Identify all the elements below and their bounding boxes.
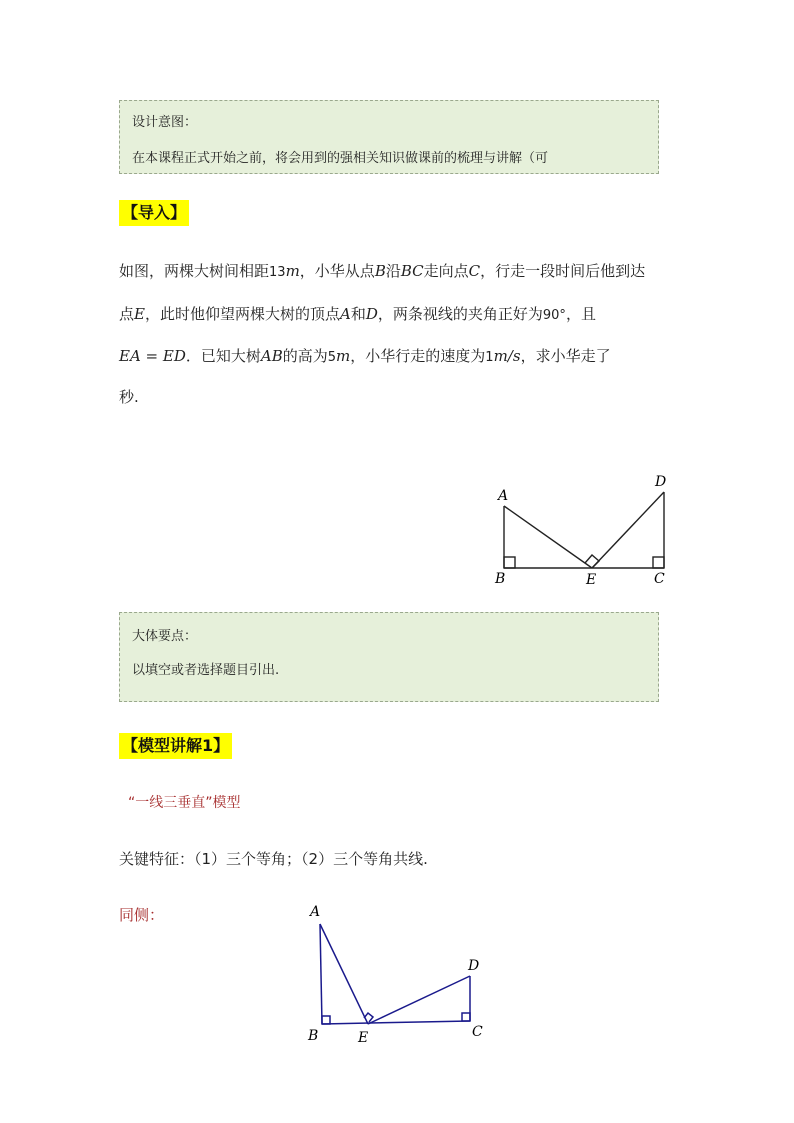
label-c: C — [472, 1024, 483, 1040]
right-angle-e — [585, 555, 599, 568]
label-c: C — [654, 571, 665, 587]
model-tag: 【模型讲解1】 — [119, 733, 232, 759]
segment-ae — [320, 924, 368, 1024]
intro-line-3: EA = ED．已知大树AB的高为5m，小华行走的速度为1m/s，求小华走了 — [119, 347, 611, 365]
intro-tag: 【导入】 — [119, 200, 189, 226]
label-b: B — [495, 571, 506, 587]
model-title: “一线三垂直”模型 — [128, 795, 241, 811]
label-a: A — [310, 904, 321, 920]
figure-2-diagram — [300, 900, 500, 1050]
right-angle-b — [504, 557, 515, 568]
right-angle-c — [462, 1013, 470, 1021]
segment-ab — [320, 924, 322, 1024]
intro-line-2: 点E，此时他仰望两棵大树的顶点A和D，两条视线的夹角正好为90°，且 — [119, 305, 596, 323]
intro-line-1: 如图，两棵大树间相距13m，小华从点B沿BC走向点C，行走一段时间后他到达 — [119, 262, 646, 280]
design-intent-title: 设计意图： — [132, 115, 198, 130]
model-features: 关键特征：（1）三个等角；（2）三个等角共线. — [119, 850, 428, 868]
right-angle-b — [322, 1016, 330, 1024]
label-e: E — [586, 572, 597, 588]
key-points-title: 大体要点： — [132, 629, 198, 644]
segment-bc — [322, 1021, 470, 1024]
segment-ae — [504, 506, 592, 568]
label-d: D — [655, 474, 667, 490]
label-b: B — [308, 1028, 319, 1044]
segment-ed — [368, 976, 470, 1024]
figure-1-diagram — [490, 470, 680, 590]
same-side-label: 同侧： — [119, 906, 165, 924]
key-points-text: 以填空或者选择题目引出. — [132, 663, 280, 678]
right-angle-e — [364, 1013, 373, 1022]
design-intent-text: 在本课程正式开始之前，将会用到的强相关知识做课前的梳理与讲解（可 — [132, 151, 549, 166]
key-points-box — [119, 612, 659, 702]
label-d: D — [468, 958, 480, 974]
label-e: E — [358, 1030, 369, 1046]
label-a: A — [498, 488, 509, 504]
design-intent-box — [119, 100, 659, 174]
right-angle-c — [653, 557, 664, 568]
intro-line-4: 秒. — [119, 388, 139, 406]
